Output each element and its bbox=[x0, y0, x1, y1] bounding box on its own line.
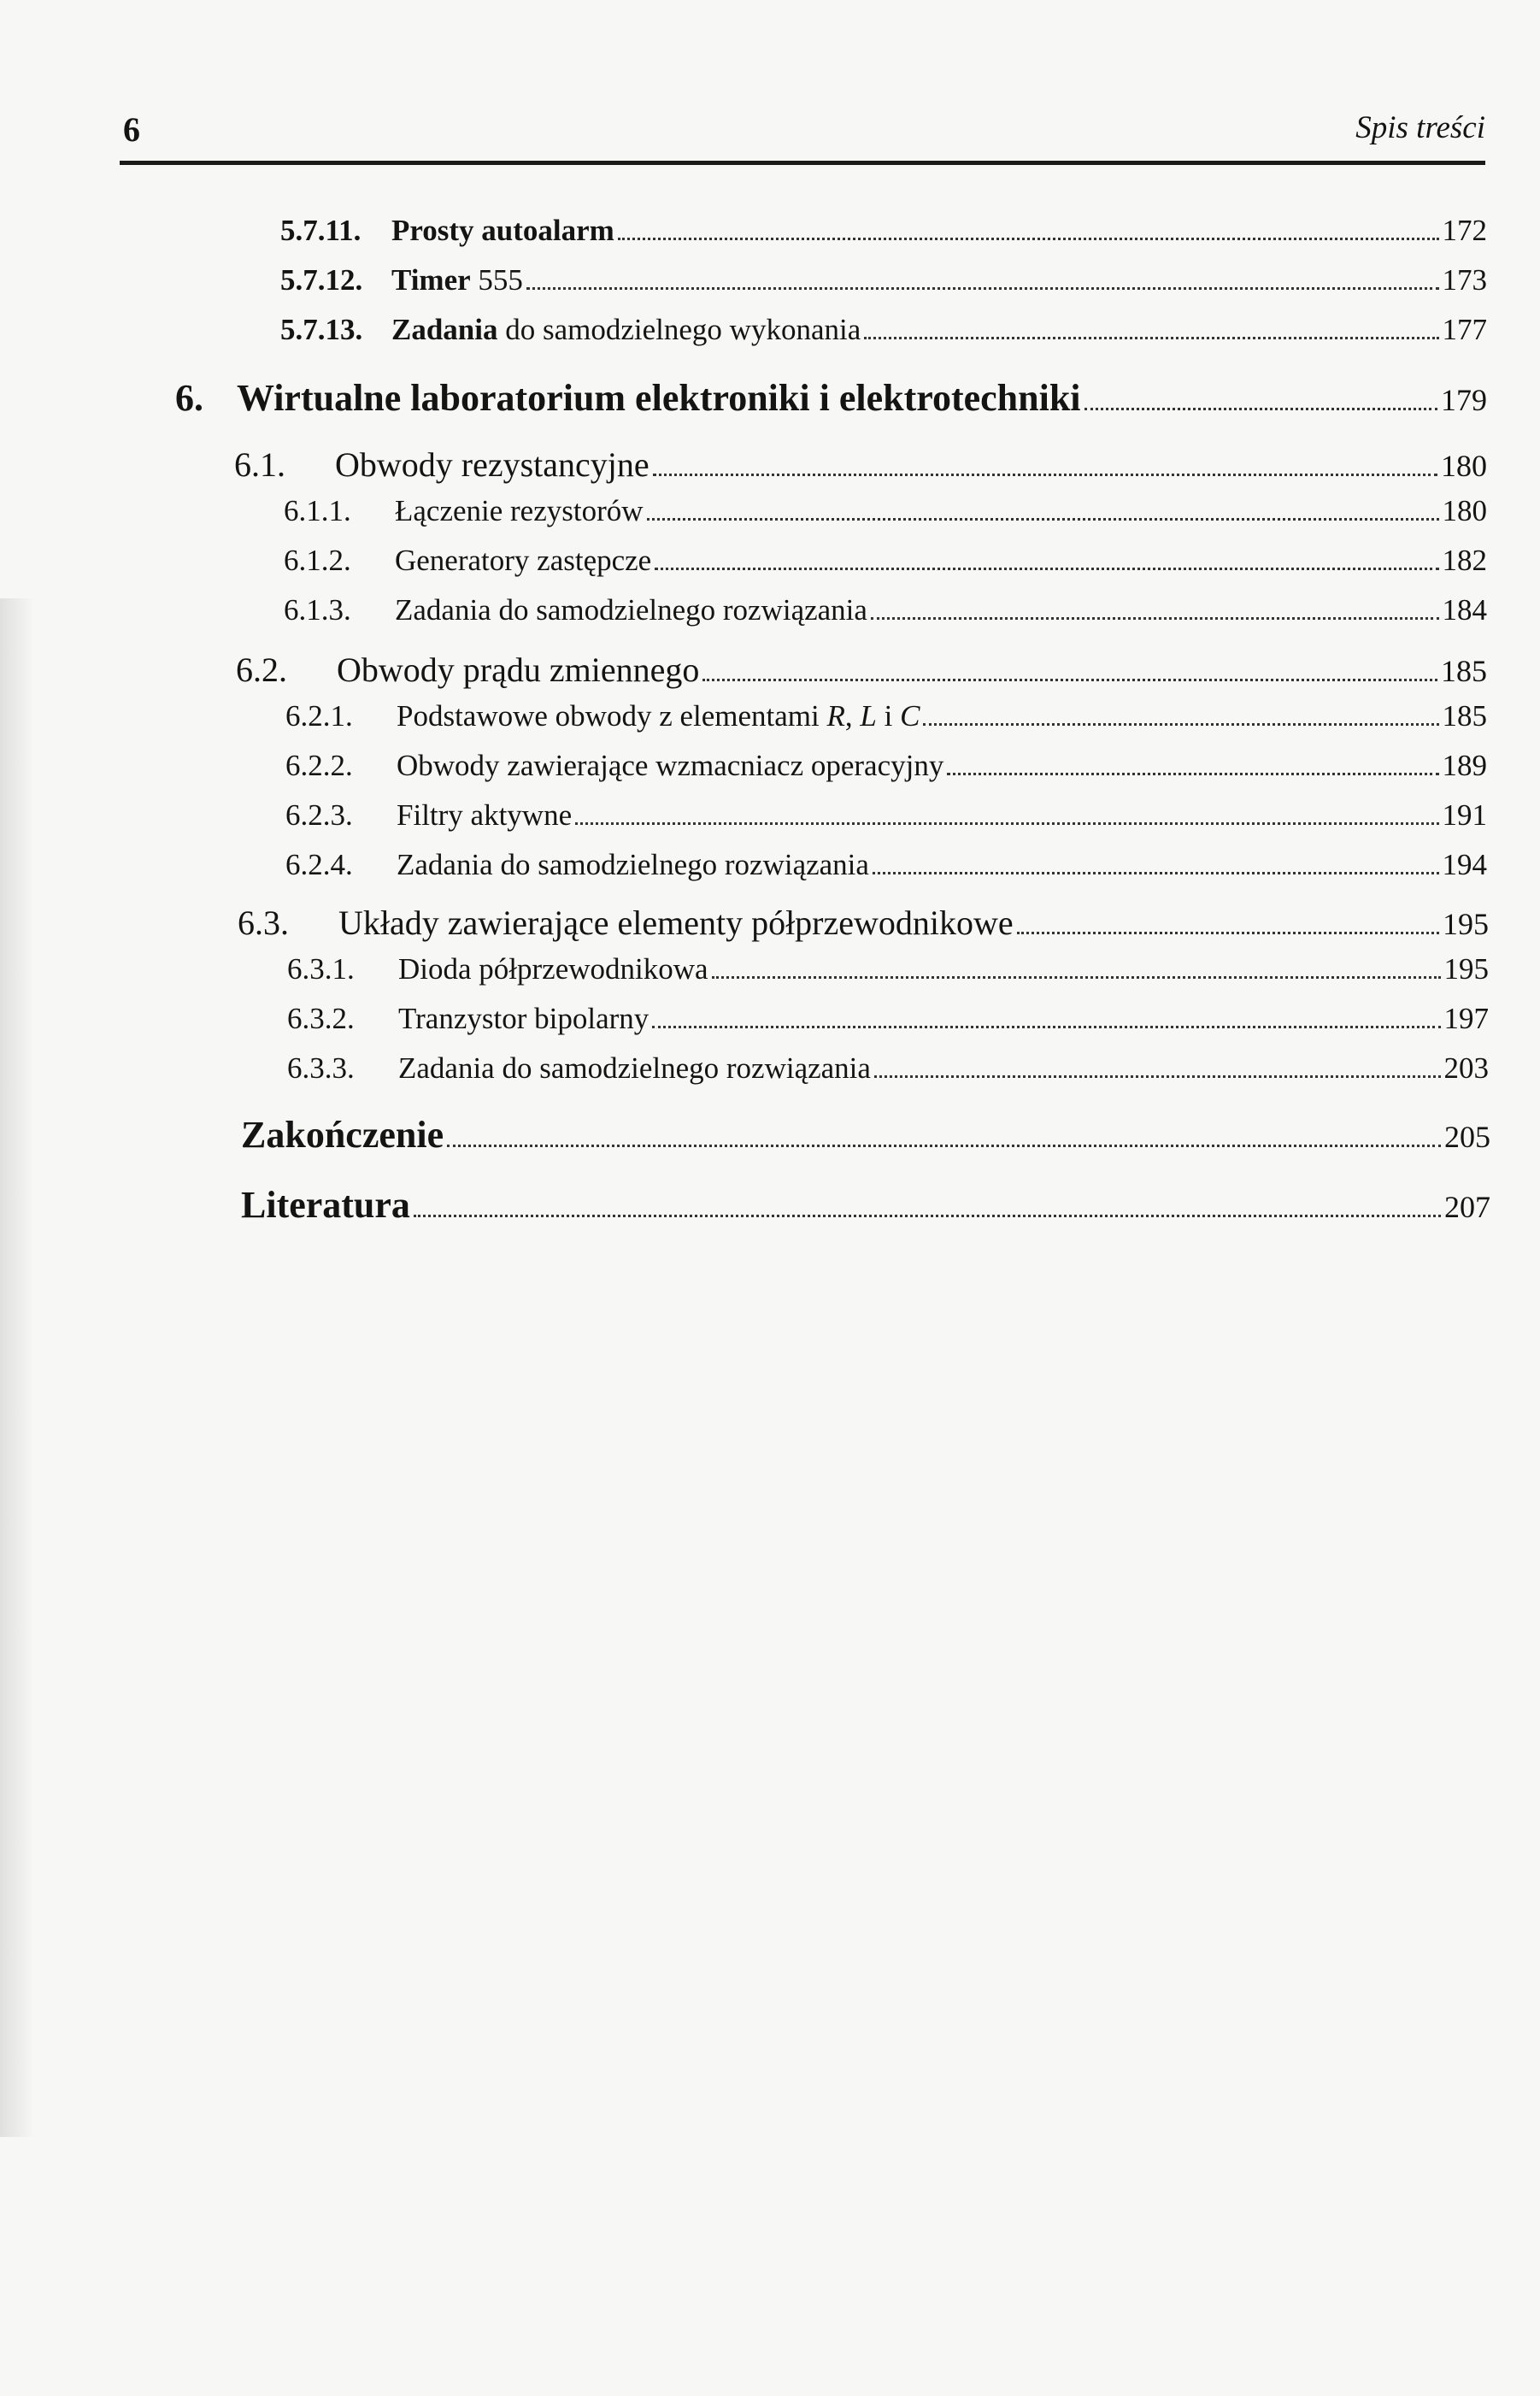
leader-dots bbox=[647, 512, 1439, 521]
toc-entry-number: 6.1.2. bbox=[284, 544, 351, 577]
toc-entry-6-2-2 bbox=[285, 749, 1487, 783]
leader-dots bbox=[873, 866, 1439, 874]
leader-dots bbox=[1084, 400, 1437, 410]
toc-entry-title: Obwody zawierające wzmacniacz operacyjny bbox=[397, 749, 944, 782]
toc-entry-6-2 bbox=[236, 650, 1487, 690]
toc-entry-title: Zakończenie bbox=[241, 1114, 444, 1156]
toc-entry-page: 173 bbox=[1442, 263, 1487, 297]
toc-entry-6-1-3 bbox=[284, 593, 1487, 627]
toc-entry-title: Literatura bbox=[241, 1184, 410, 1226]
toc-entry-page: 189 bbox=[1442, 749, 1487, 782]
toc-entry-page: 195 bbox=[1443, 952, 1489, 986]
toc-entry-number: 6.2.1. bbox=[285, 699, 353, 733]
toc-entry-5-7-12 bbox=[280, 263, 1487, 297]
toc-entry-page: 194 bbox=[1442, 848, 1487, 881]
toc-entry-5-7-13 bbox=[280, 313, 1487, 347]
separator: i bbox=[876, 699, 901, 733]
toc-entry-page: 205 bbox=[1444, 1120, 1490, 1154]
toc-entry-title-text: Podstawowe obwody z elementami bbox=[397, 699, 827, 733]
leader-dots bbox=[1017, 925, 1439, 934]
leader-dots bbox=[414, 1207, 1441, 1217]
toc-entry-number: 6.1.3. bbox=[284, 593, 351, 627]
toc-entry-title-bold: Timer bbox=[391, 263, 471, 297]
leader-dots bbox=[874, 1069, 1441, 1078]
toc-entry-page: 180 bbox=[1441, 449, 1487, 483]
toc-entry-6-3-1 bbox=[287, 952, 1489, 986]
toc-entry-title: Prosty autoalarm bbox=[391, 214, 614, 247]
toc-entry-title bbox=[391, 263, 523, 297]
separator: , bbox=[844, 699, 861, 733]
running-title: Spis treści bbox=[1355, 110, 1485, 145]
leader-dots bbox=[871, 611, 1439, 620]
toc-entry-number: 6.2.4. bbox=[285, 848, 353, 881]
leader-dots bbox=[864, 331, 1438, 339]
leader-dots bbox=[712, 970, 1441, 979]
symbol-c: C bbox=[900, 699, 920, 733]
toc-entry-number: 6.1.1. bbox=[284, 494, 351, 527]
toc-entry-title-rest: do samodzielnego wykonania bbox=[497, 313, 861, 346]
toc-entry-6-2-3 bbox=[285, 798, 1487, 833]
toc-entry-number: 6.2.3. bbox=[285, 798, 353, 832]
toc-entry-page: 172 bbox=[1442, 214, 1487, 247]
toc-entry-page: 203 bbox=[1443, 1051, 1489, 1085]
leader-dots bbox=[653, 467, 1437, 476]
toc-entry-conclusion bbox=[241, 1113, 1490, 1157]
toc-entry-title: Tranzystor bipolarny bbox=[398, 1002, 650, 1035]
toc-entry-6-1-2 bbox=[284, 544, 1487, 578]
toc-entry-title: Wirtualne laboratorium elektroniki i elektrotechniki bbox=[237, 377, 1081, 419]
toc-entry-page: 182 bbox=[1442, 544, 1487, 577]
toc-entry-title: Dioda półprzewodnikowa bbox=[398, 952, 708, 986]
toc-entry-page: 191 bbox=[1442, 798, 1487, 832]
toc-entry-number: 6.3.1. bbox=[287, 952, 355, 986]
toc-entry-page: 177 bbox=[1442, 313, 1487, 346]
toc-entry-6-3-2 bbox=[287, 1002, 1489, 1036]
toc-entry-page: 179 bbox=[1441, 383, 1487, 417]
toc-entry-title: Zadania do samodzielnego rozwiązania bbox=[395, 593, 867, 627]
toc-entry-title: Obwody prądu zmiennego bbox=[337, 651, 700, 689]
toc-entry-title-bold: Zadania bbox=[391, 313, 498, 346]
leader-dots bbox=[618, 232, 1439, 240]
toc-entry-6-2-1 bbox=[285, 699, 1487, 733]
scan-edge-shadow bbox=[0, 598, 34, 2137]
page-number: 6 bbox=[123, 110, 140, 149]
toc-entry-6-3 bbox=[238, 903, 1489, 943]
leader-dots bbox=[447, 1137, 1441, 1147]
toc-entry-page: 207 bbox=[1444, 1190, 1490, 1224]
toc-entry-number: 5.7.13. bbox=[280, 313, 363, 346]
leader-dots bbox=[526, 281, 1439, 290]
toc-entry-number: 5.7.11. bbox=[280, 214, 361, 247]
toc-entry-page: 184 bbox=[1442, 593, 1487, 627]
toc-entry-5-7-11 bbox=[280, 214, 1487, 248]
toc-entry-title bbox=[397, 699, 920, 733]
toc-entry-title-rest: 555 bbox=[470, 263, 523, 297]
toc-entry-title: Generatory zastępcze bbox=[395, 544, 652, 577]
toc-entry-page: 195 bbox=[1443, 907, 1489, 941]
toc-entry-number: 6.3.3. bbox=[287, 1051, 355, 1085]
toc-entry-number: 6.2.2. bbox=[285, 749, 353, 782]
toc-entry-page: 197 bbox=[1443, 1002, 1489, 1035]
toc-entry-title: Obwody rezystancyjne bbox=[335, 445, 650, 484]
leader-dots bbox=[652, 1020, 1440, 1028]
toc-entry-page: 185 bbox=[1442, 699, 1487, 733]
toc-entry-title bbox=[391, 313, 861, 347]
leader-dots bbox=[947, 767, 1438, 775]
toc-entry-title: Zadania do samodzielnego rozwiązania bbox=[398, 1051, 871, 1085]
toc-entry-title: Łączenie rezystorów bbox=[395, 494, 644, 527]
leader-dots bbox=[702, 672, 1437, 681]
toc-entry-number: 6.3. bbox=[238, 904, 289, 942]
toc-entry-6-1-1 bbox=[284, 494, 1487, 528]
toc-entry-page: 185 bbox=[1441, 654, 1487, 688]
leader-dots bbox=[923, 717, 1438, 726]
toc-entry-bibliography bbox=[241, 1183, 1490, 1227]
page-header bbox=[120, 101, 1485, 165]
toc-entry-chapter-6 bbox=[175, 376, 1487, 420]
toc-entry-title: Zadania do samodzielnego rozwiązania bbox=[397, 848, 869, 881]
toc-entry-number: 6. bbox=[175, 377, 203, 419]
toc-entry-number: 5.7.12. bbox=[280, 263, 363, 297]
leader-dots bbox=[575, 816, 1438, 825]
toc-entry-number: 6.2. bbox=[236, 651, 287, 689]
toc-entry-6-3-3 bbox=[287, 1051, 1489, 1086]
toc-entry-title: Filtry aktywne bbox=[397, 798, 573, 832]
toc-entry-number: 6.1. bbox=[234, 445, 285, 484]
toc-entry-page: 180 bbox=[1442, 494, 1487, 527]
toc-entry-number: 6.3.2. bbox=[287, 1002, 355, 1035]
toc-entry-title: Układy zawierające elementy półprzewodnikowe bbox=[338, 904, 1014, 942]
leader-dots bbox=[655, 562, 1438, 570]
symbol-l: L bbox=[860, 699, 877, 733]
symbol-r: R bbox=[826, 699, 845, 733]
toc-entry-6-1 bbox=[234, 444, 1487, 485]
toc-entry-6-2-4 bbox=[285, 848, 1487, 882]
